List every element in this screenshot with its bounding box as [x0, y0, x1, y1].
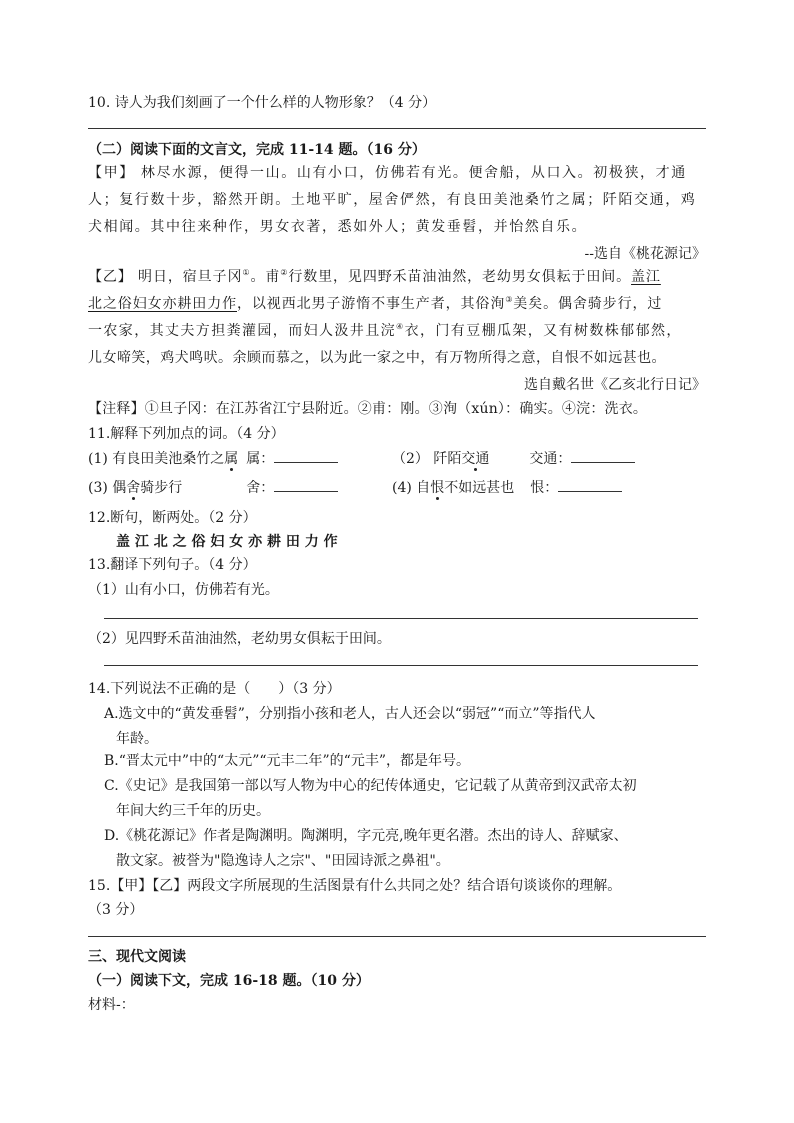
question-10: 10. 诗人为我们刻画了一个什么样的人物形象？（4 分）: [88, 95, 437, 111]
q14-option-b: B.“晋太元中”中的“太元”“元丰二年”的“元丰”，都是年号。: [104, 753, 470, 769]
q11-item-4: (4) 自恨不如远甚也 恨：: [392, 477, 622, 497]
passage-yi-source: 选自戴名世《乙亥北行日记》: [524, 377, 706, 393]
passage-yi-line: 一农家，其丈夫方担粪灌园，而妇人汲井且浣④衣，门有豆棚瓜架，又有树数株郁郁然，: [88, 322, 682, 339]
q12-sentence: 盖 江 北 之 俗 妇 女 亦 耕 田 力 作: [116, 534, 338, 550]
section-3-subtitle: （一）阅读下文，完成 16-18 题。（10 分）: [88, 973, 370, 989]
q11-item-1: (1) 有良田美池桑竹之属 属：: [88, 448, 338, 468]
q13-sentence-2: （2）见四野禾苗油油然，老幼男女俱耘于田间。: [88, 631, 391, 647]
passage-jia-source: --选自《桃花源记》: [584, 246, 706, 262]
answer-line: [104, 665, 698, 666]
q11-item-2: （2） 阡陌交通 交通：: [392, 448, 635, 468]
section-3-title: 三、现代文阅读: [88, 949, 186, 965]
material-label: 材料-：: [88, 997, 135, 1013]
question-14-title: 14.下列说法不正确的是（ ）（3 分）: [88, 681, 341, 697]
passage-yi-line: 儿女啼笑，鸡犬鸣吠。余顾而慕之，以为此一家之中，有万物所得之意，自恨不如远甚也。: [88, 350, 666, 366]
passage-jia-line: 犬相闻。其中往来种作，男女衣著，悉如外人；黄发垂髫，并怡然自乐。: [88, 219, 588, 235]
question-15: 15.【甲】【乙】两段文字所展现的生活图景有什么共同之处？结合语句谈谈你的理解。: [88, 878, 622, 894]
q14-option-c-cont: 年间大约三千年的历史。: [116, 803, 270, 819]
question-11-title: 11.解释下列加点的词。（4 分）: [88, 426, 285, 442]
q14-option-a-cont: 年龄。: [116, 731, 158, 747]
answer-blank[interactable]: [558, 477, 622, 492]
answer-line: [88, 128, 706, 129]
passage-yi-line: 【乙】 明日，宿旦子冈①。甫②行数里，见四野禾苗油油然，老幼男女俱耘于田间。盖江: [88, 268, 661, 285]
section-2-title: （二）阅读下面的文言文，完成 11-14 题。（16 分）: [88, 142, 426, 158]
passage-yi-line: 北之俗妇女亦耕田力作，以视西北男子游惰不事生产者，其俗洵③美矣。偶舍骑步行，过: [88, 295, 663, 312]
annotations: 【注释】①旦子冈：在江苏省江宁县附近。②甫：刚。③洵（xún）：确实。④浣：洗衣。: [88, 401, 648, 417]
q14-option-a: A.选文中的“黄发垂髫”，分别指小孩和老人，古人还会以“弱冠”“而立”等指代人: [104, 706, 596, 722]
question-15-score: （3 分）: [88, 902, 144, 918]
answer-line: [88, 936, 706, 937]
q14-option-d: D.《桃花源记》作者是陶渊明。陶渊明，字元亮,晚年更名潜。杰出的诗人、辞赋家、: [104, 828, 628, 844]
passage-jia-line: 【甲】 林尽水源，便得一山。山有小口，仿佛若有光。便舍船，从口入。初极狭，才通: [88, 165, 687, 181]
answer-line: [104, 618, 698, 619]
passage-jia-line: 人；复行数十步，豁然开朗。土地平旷，屋舍俨然，有良田美池桑竹之属；阡陌交通，鸡: [88, 192, 697, 208]
q14-option-d-cont: 散文家。被誉为"隐逸诗人之宗"、"田园诗派之鼻祖"。: [116, 853, 450, 869]
answer-blank[interactable]: [274, 477, 338, 492]
question-12-title: 12.断句，断两处。（2 分）: [88, 510, 257, 526]
answer-blank[interactable]: [571, 448, 635, 463]
q14-option-c: C.《史记》是我国第一部以写人物为中心的纪传体通史，它记载了从黄帝到汉武帝太初: [104, 778, 637, 794]
q13-sentence-1: （1）山有小口，仿佛若有光。: [88, 582, 279, 598]
question-13-title: 13.翻译下列句子。（4 分）: [88, 557, 257, 573]
answer-blank[interactable]: [274, 448, 338, 463]
q11-item-3: (3) 偶舍骑步行 舍：: [88, 477, 338, 497]
